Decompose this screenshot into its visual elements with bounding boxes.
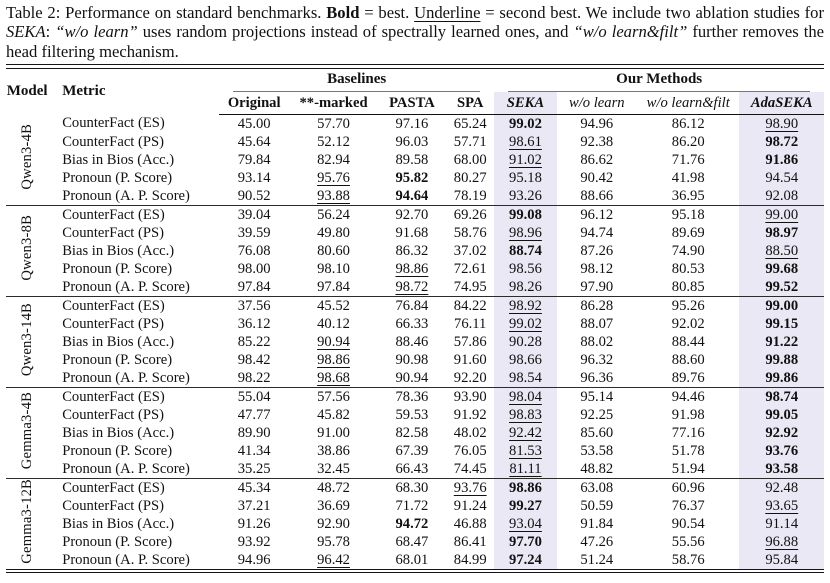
value-cell: 56.24: [289, 205, 377, 224]
model-cell: [6, 387, 48, 478]
value-cell: 55.56: [671, 533, 705, 550]
value-cell: 32.45: [317, 460, 350, 477]
value-cell: 93.90: [446, 387, 494, 406]
value-cell: 98.00: [237, 260, 271, 277]
value-cell: 99.52: [739, 278, 824, 297]
value-cell: 51.24: [580, 551, 614, 568]
caption-segment: Underline: [414, 3, 481, 22]
caption-segment: uses random projections instead of spectrally learned ones, and: [137, 22, 574, 42]
metric-label: CounterFact (PS): [62, 133, 164, 150]
metric-label: CounterFact (PS): [62, 497, 164, 514]
value-cell: 41.98: [671, 169, 705, 186]
value-cell: 51.78: [671, 442, 705, 459]
metric-label: Pronoun (A. P. Score): [62, 460, 190, 477]
value-cell: 74.45: [453, 460, 487, 477]
metric-label: Pronoun (P. Score): [62, 442, 173, 459]
value-cell: 95.78: [317, 533, 350, 550]
value-cell: 92.38: [580, 133, 614, 150]
value-cell: 57.56: [289, 387, 377, 406]
model-cell: [6, 478, 48, 569]
metric-label: CounterFact (ES): [48, 205, 219, 224]
value-cell: 95.76: [317, 169, 350, 186]
value-cell: 37.02: [453, 242, 487, 259]
table-caption: [6, 3, 824, 61]
value-cell: 98.72: [395, 278, 429, 295]
value-cell: 57.71: [453, 133, 487, 150]
value-cell: 91.00: [317, 424, 350, 441]
value-cell: 92.48: [739, 478, 824, 497]
value-cell: 98.61: [494, 133, 556, 151]
value-cell: 97.70: [494, 533, 556, 551]
value-cell: 87.26: [580, 242, 614, 259]
value-cell: 45.82: [317, 406, 350, 423]
value-cell: 98.86: [395, 260, 429, 277]
model-label: Qwen3-4B: [19, 124, 36, 190]
benchmark-table: [6, 69, 824, 569]
value-cell: 76.37: [671, 497, 705, 514]
model-label: Gemma3-12B: [19, 478, 36, 564]
value-cell: 98.96: [494, 224, 556, 242]
value-cell: 47.26: [580, 533, 614, 550]
value-cell: 40.12: [317, 315, 350, 332]
table-row: [6, 424, 824, 442]
metric-label: Pronoun (A. P. Score): [62, 551, 190, 568]
value-cell: 93.26: [494, 187, 556, 206]
value-cell: 89.69: [671, 224, 705, 241]
caption-segment: “w/o learn”: [55, 22, 138, 42]
value-cell: 90.54: [671, 515, 705, 532]
value-cell: 55.04: [219, 387, 289, 406]
value-cell: 99.88: [739, 351, 824, 369]
value-cell: 91.86: [739, 151, 824, 169]
value-cell: 95.26: [637, 296, 739, 315]
value-cell: 80.53: [671, 260, 705, 277]
caption-segment: = second best. We include two ablation studies for: [480, 3, 824, 22]
value-cell: 84.99: [453, 551, 487, 568]
table-row: [6, 387, 824, 406]
value-cell: 45.00: [237, 115, 271, 132]
value-cell: 92.25: [580, 406, 614, 423]
value-cell: 97.84: [237, 278, 271, 295]
group-header-our-methods-label: Our Methods: [508, 69, 810, 92]
value-cell: 88.07: [580, 315, 614, 332]
value-cell: 99.05: [739, 406, 824, 424]
value-cell: 68.47: [395, 533, 429, 550]
value-cell: 45.52: [289, 296, 377, 315]
col-header-adaseka: AdaSEKA: [739, 92, 824, 115]
value-cell: 90.98: [395, 351, 429, 368]
value-cell: 77.16: [671, 424, 705, 441]
value-cell: 91.14: [739, 515, 824, 533]
metric-label: CounterFact (ES): [48, 387, 219, 406]
value-cell: 98.90: [739, 114, 824, 133]
value-cell: 76.11: [454, 315, 487, 332]
value-cell: 48.72: [289, 478, 377, 497]
col-header-pasta: PASTA: [378, 92, 446, 115]
col-header-w-o-learn-filt: w/o learn&filt: [637, 92, 739, 115]
model-cell: [6, 114, 48, 205]
value-cell: 57.86: [453, 333, 487, 350]
value-cell: 93.65: [739, 497, 824, 515]
value-cell: 93.14: [237, 169, 271, 186]
value-cell: 80.85: [671, 278, 705, 295]
value-cell: 86.62: [580, 151, 614, 168]
table-row: [6, 351, 824, 369]
metric-label: Bias in Bios (Acc.): [62, 515, 175, 532]
value-cell: 53.58: [580, 442, 614, 459]
value-cell: 66.43: [395, 460, 429, 477]
table-row: [6, 333, 824, 351]
col-header-w-o-learn: w/o learn: [557, 92, 637, 115]
value-cell: 36.12: [237, 315, 271, 332]
value-cell: 93.88: [317, 187, 350, 204]
caption-segment: “w/o learn&filt”: [573, 22, 688, 42]
value-cell: 92.70: [378, 205, 446, 224]
caption-segment: further removes the head filtering mechanism.: [6, 22, 824, 61]
value-cell: 98.74: [739, 387, 824, 406]
value-cell: 98.26: [494, 278, 556, 297]
value-cell: 98.97: [739, 224, 824, 242]
metric-label: Pronoun (A. P. Score): [62, 278, 190, 295]
value-cell: 91.68: [395, 224, 429, 241]
value-cell: 94.96: [580, 115, 614, 132]
group-header-baselines: [219, 69, 494, 92]
value-cell: 81.53: [494, 442, 556, 460]
value-cell: 88.44: [671, 333, 705, 350]
value-cell: 88.02: [580, 333, 614, 350]
metric-label: Pronoun (A. P. Score): [62, 369, 190, 386]
value-cell: 45.64: [237, 133, 271, 150]
value-cell: 99.86: [739, 369, 824, 388]
metric-label: Pronoun (A. P. Score): [62, 187, 190, 204]
value-cell: 36.95: [671, 187, 705, 204]
value-cell: 78.19: [453, 187, 487, 204]
caption-segment: SEKA: [6, 22, 46, 42]
value-cell: 92.42: [494, 424, 556, 442]
value-cell: 84.22: [446, 296, 494, 315]
value-cell: 86.20: [671, 133, 705, 150]
value-cell: 98.04: [494, 387, 556, 406]
value-cell: 86.32: [395, 242, 429, 259]
table-head: [6, 69, 824, 115]
col-header-seka: SEKA: [494, 92, 556, 115]
value-cell: 92.90: [317, 515, 350, 532]
value-cell: 95.82: [395, 169, 429, 186]
value-cell: 68.30: [378, 478, 446, 497]
value-cell: 76.08: [237, 242, 271, 259]
value-cell: 80.60: [317, 242, 350, 259]
value-cell: 99.02: [494, 114, 556, 133]
model-cell: [6, 205, 48, 296]
value-cell: 92.02: [671, 315, 705, 332]
value-cell: 93.58: [739, 460, 824, 479]
table-row: [6, 533, 824, 551]
metric-label: Pronoun (P. Score): [62, 533, 173, 550]
value-cell: 47.77: [237, 406, 271, 423]
value-cell: 94.54: [739, 169, 824, 187]
value-cell: 39.59: [237, 224, 271, 241]
value-cell: 96.32: [580, 351, 614, 368]
value-cell: 86.12: [671, 115, 705, 132]
value-cell: 50.59: [580, 497, 614, 514]
value-cell: 90.42: [580, 169, 614, 186]
value-cell: 66.33: [395, 315, 429, 332]
value-cell: 78.36: [378, 387, 446, 406]
value-cell: 99.08: [494, 205, 556, 224]
value-cell: 90.52: [237, 187, 271, 204]
value-cell: 91.92: [453, 406, 487, 423]
value-cell: 91.02: [494, 151, 556, 169]
value-cell: 96.12: [557, 205, 637, 224]
value-cell: 99.02: [494, 315, 556, 333]
value-cell: 94.96: [237, 551, 271, 568]
value-cell: 98.86: [317, 351, 350, 368]
table-row: [6, 187, 824, 206]
value-cell: 89.90: [237, 424, 271, 441]
value-cell: 92.20: [453, 369, 487, 386]
value-cell: 90.94: [395, 369, 429, 386]
table-row: [6, 114, 824, 133]
value-cell: 93.04: [494, 515, 556, 533]
metric-label: Pronoun (P. Score): [62, 351, 173, 368]
value-cell: 92.08: [739, 187, 824, 206]
value-cell: 48.02: [453, 424, 487, 441]
table-row: [6, 296, 824, 315]
value-cell: 96.03: [395, 133, 429, 150]
value-cell: 72.61: [453, 260, 487, 277]
table-row: [6, 478, 824, 497]
value-cell: 68.00: [453, 151, 487, 168]
value-cell: 51.94: [671, 460, 705, 477]
model-cell: [6, 296, 48, 387]
value-cell: 35.25: [237, 460, 271, 477]
value-cell: 99.27: [494, 497, 556, 515]
table-row: [6, 515, 824, 533]
value-cell: 89.76: [671, 369, 705, 386]
value-cell: 89.58: [395, 151, 429, 168]
value-cell: 45.34: [219, 478, 289, 497]
value-cell: 36.69: [317, 497, 350, 514]
metric-label: Bias in Bios (Acc.): [62, 424, 175, 441]
table-row: [6, 369, 824, 388]
metric-label: Bias in Bios (Acc.): [62, 333, 175, 350]
table-row: [6, 224, 824, 242]
value-cell: 91.22: [739, 333, 824, 351]
value-cell: 98.86: [494, 478, 556, 497]
caption-segment: :: [45, 22, 56, 42]
value-cell: 88.50: [739, 242, 824, 260]
value-cell: 93.76: [739, 442, 824, 460]
value-cell: 48.82: [580, 460, 614, 477]
value-cell: 93.76: [446, 478, 494, 497]
value-cell: 98.56: [494, 260, 556, 278]
value-cell: 59.53: [395, 406, 429, 423]
table-row: [6, 205, 824, 224]
table-row: [6, 497, 824, 515]
value-cell: 91.98: [671, 406, 705, 423]
value-cell: 97.90: [580, 278, 614, 295]
value-cell: 99.15: [739, 315, 824, 333]
value-cell: 94.72: [395, 515, 429, 532]
value-cell: 95.84: [739, 551, 824, 569]
value-cell: 97.16: [395, 115, 429, 132]
value-cell: 98.22: [237, 369, 271, 386]
value-cell: 81.11: [494, 460, 556, 479]
caption-segment: Table 2: Performance on standard benchmarks.: [6, 3, 327, 22]
value-cell: 69.26: [446, 205, 494, 224]
col-header-original: Original: [219, 92, 289, 115]
value-cell: 71.76: [671, 151, 705, 168]
value-cell: 85.22: [237, 333, 271, 350]
value-cell: 93.92: [237, 533, 271, 550]
group-header-our-methods: [494, 69, 824, 92]
value-cell: 39.04: [219, 205, 289, 224]
value-cell: 46.88: [453, 515, 487, 532]
caption-segment: = best.: [359, 3, 415, 22]
value-cell: 98.72: [739, 133, 824, 151]
value-cell: 63.08: [557, 478, 637, 497]
value-cell: 60.96: [637, 478, 739, 497]
value-cell: 90.28: [494, 333, 556, 351]
value-cell: 98.10: [317, 260, 350, 277]
col-header--marked: **-marked: [289, 92, 377, 115]
table-row: [6, 278, 824, 297]
col-header-model: Model: [6, 82, 48, 99]
metric-label: CounterFact (ES): [62, 115, 165, 132]
value-cell: 74.95: [453, 278, 487, 295]
value-cell: 95.18: [494, 169, 556, 187]
value-cell: 80.27: [453, 169, 487, 186]
col-header-metric: Metric: [62, 82, 106, 99]
value-cell: 99.00: [739, 205, 824, 224]
value-cell: 68.01: [395, 551, 429, 568]
value-cell: 41.34: [237, 442, 271, 459]
metric-label: Pronoun (P. Score): [62, 260, 173, 277]
model-label: Gemma3-4B: [19, 391, 36, 469]
value-cell: 58.76: [453, 224, 487, 241]
value-cell: 90.94: [317, 333, 350, 350]
value-cell: 57.70: [317, 115, 350, 132]
value-cell: 74.90: [671, 242, 705, 259]
model-label: Qwen3-8B: [19, 215, 36, 281]
value-cell: 98.42: [237, 351, 271, 368]
table-body: [6, 114, 824, 569]
group-header-baselines-label: Baselines: [233, 69, 480, 92]
table-row: [6, 442, 824, 460]
value-cell: 99.68: [739, 260, 824, 278]
value-cell: 52.12: [317, 133, 350, 150]
table-row: [6, 551, 824, 569]
value-cell: 98.66: [494, 351, 556, 369]
value-cell: 95.18: [637, 205, 739, 224]
value-cell: 96.36: [580, 369, 614, 386]
value-cell: 92.92: [739, 424, 824, 442]
value-cell: 98.92: [494, 296, 556, 315]
value-cell: 96.88: [739, 533, 824, 551]
value-cell: 85.60: [580, 424, 614, 441]
value-cell: 99.00: [739, 296, 824, 315]
metric-label: Bias in Bios (Acc.): [62, 242, 175, 259]
value-cell: 91.60: [453, 351, 487, 368]
metric-label: CounterFact (PS): [62, 315, 164, 332]
value-cell: 98.68: [317, 369, 350, 386]
value-cell: 98.83: [494, 406, 556, 424]
value-cell: 86.41: [453, 533, 487, 550]
value-cell: 82.58: [395, 424, 429, 441]
value-cell: 88.74: [494, 242, 556, 260]
value-cell: 91.26: [237, 515, 271, 532]
value-cell: 79.84: [237, 151, 271, 168]
table-bottom-rule: [6, 569, 824, 573]
value-cell: 76.84: [378, 296, 446, 315]
value-cell: 97.24: [494, 551, 556, 569]
value-cell: 76.05: [453, 442, 487, 459]
value-cell: 98.54: [494, 369, 556, 388]
table-row: [6, 242, 824, 260]
value-cell: 65.24: [453, 115, 487, 132]
value-cell: 37.21: [237, 497, 271, 514]
metric-label: Pronoun (P. Score): [62, 169, 173, 186]
metric-label: CounterFact (PS): [62, 224, 164, 241]
value-cell: 96.42: [317, 551, 350, 568]
metric-label: CounterFact (PS): [62, 406, 164, 423]
value-cell: 49.80: [317, 224, 350, 241]
value-cell: 88.66: [580, 187, 614, 204]
caption-segment: Bold: [326, 3, 360, 22]
table-row: [6, 169, 824, 187]
col-header-spa: SPA: [446, 92, 494, 115]
table-row: [6, 133, 824, 151]
value-cell: 71.72: [395, 497, 429, 514]
table-row: [6, 460, 824, 479]
value-cell: 58.76: [671, 551, 705, 568]
value-cell: 82.94: [317, 151, 350, 168]
value-cell: 94.46: [637, 387, 739, 406]
table-row: [6, 406, 824, 424]
value-cell: 98.12: [580, 260, 614, 277]
metric-label: CounterFact (ES): [48, 296, 219, 315]
table-row: [6, 151, 824, 169]
value-cell: 86.28: [557, 296, 637, 315]
value-cell: 91.24: [453, 497, 487, 514]
metric-label: Bias in Bios (Acc.): [62, 151, 175, 168]
value-cell: 88.46: [395, 333, 429, 350]
value-cell: 37.56: [219, 296, 289, 315]
table-row: [6, 260, 824, 278]
value-cell: 94.64: [395, 187, 429, 204]
metric-label: CounterFact (ES): [48, 478, 219, 497]
value-cell: 97.84: [317, 278, 350, 295]
value-cell: 91.84: [580, 515, 614, 532]
value-cell: 67.39: [395, 442, 429, 459]
model-label: Qwen3-14B: [19, 302, 36, 376]
table-row: [6, 315, 824, 333]
value-cell: 38.86: [317, 442, 350, 459]
value-cell: 95.14: [557, 387, 637, 406]
value-cell: 88.60: [671, 351, 705, 368]
value-cell: 94.74: [580, 224, 614, 241]
